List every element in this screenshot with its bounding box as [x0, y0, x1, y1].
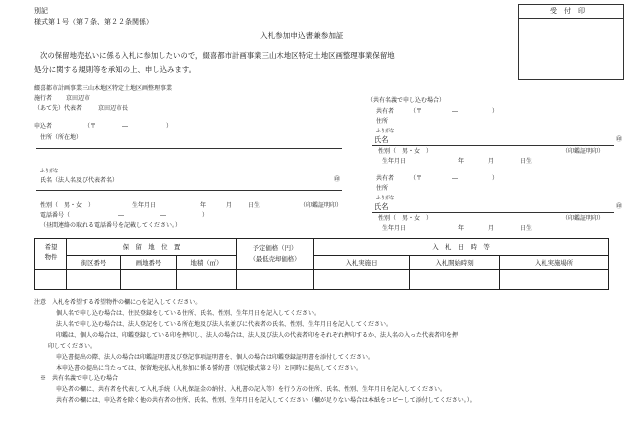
applicant-postal-dash: ― — [122, 123, 128, 130]
applicant-label: 申込者 — [34, 123, 53, 130]
col-hope-2: 物件 — [44, 253, 58, 261]
holder2-furigana: ふりがな — [376, 196, 395, 201]
holder2-seal-mark: ㊞ — [616, 203, 623, 210]
applicant-phone-label: 電話番号（ — [40, 212, 71, 219]
group-schedule: 入 札 日 時 等 — [432, 243, 490, 251]
holder1-postal-dash: ― — [452, 108, 458, 115]
applicant-phone-dash-1: ― — [118, 212, 124, 219]
applicant-furigana: ふりがな — [40, 169, 59, 174]
table-divider — [313, 255, 608, 256]
holder1-birth-year: 年 — [458, 158, 465, 165]
note-line: 法人名で申し込む場合は、法人登記をしている所在地及び法人名並びに代表者の氏名、性別、生年月日を記入してください。 — [56, 321, 393, 328]
applicant-birth-label: 生年月日 — [132, 202, 157, 209]
holder1-address: 住所 — [376, 118, 389, 125]
applicant-postal-close: ） — [166, 123, 173, 130]
col-price-1: 予定価格（円） — [252, 244, 298, 252]
note-line: 申込者の欄に、共有者を代表して入札手続（入札保証金の納付、入札書の記入等）を行う方の住所、氏名、性別、生年月日を記入してください。 — [56, 386, 447, 393]
applicant-phone-note: （昼間連絡の取れる電話番号を記載してください。） — [40, 222, 182, 229]
applicant-name-field[interactable] — [36, 190, 342, 191]
intro-line-2: 処分に関する規則等を承知の上、申し込みます。 — [34, 65, 197, 74]
note-line: 注意 入札を希望する希望物件の欄に○を記入してください。 — [34, 299, 202, 306]
holder1-seal-mark: ㊞ — [616, 136, 623, 143]
applicant-postal-label: （〒 — [84, 123, 97, 130]
holder2-birth-label: 生年月日 — [382, 225, 407, 232]
applicant-seal-note: （印鑑証明印） — [300, 202, 343, 209]
holder1-label: 共有者 — [376, 108, 395, 115]
applicant-birth-year: 年 — [200, 202, 207, 209]
property-table — [34, 238, 609, 290]
holder2-sex: 性別（ 男・女 ） — [378, 215, 433, 222]
receipt-stamp-box — [518, 4, 624, 80]
holder1-birth-day: 日生 — [520, 158, 533, 165]
holder1-name-label: 氏名 — [374, 135, 389, 144]
table-divider — [35, 269, 608, 270]
col-bid-day: 入札実施日 — [345, 259, 378, 267]
applicant-name-label: 氏名（法人名及び代表者名） — [40, 177, 119, 184]
recipient-addressee-label: （あて先）代表者 — [34, 105, 83, 112]
applicant-birth-month: 月 — [226, 202, 233, 209]
joint-heading: （共有名義で申し込む場合） — [367, 97, 446, 104]
col-bid-place: 入札実施場所 — [534, 259, 574, 267]
col-block: 街区番号 — [80, 259, 107, 267]
holder1-birth-label: 生年月日 — [382, 158, 407, 165]
holder1-name-field[interactable] — [372, 145, 614, 146]
note-line: ※ 共有名義で申し込む場合 — [40, 375, 119, 382]
applicant-phone-dash-2: ― — [160, 212, 166, 219]
group-location: 保 留 地 位 置 — [122, 243, 181, 251]
intro-line-1: 次の保留地売払いに係る入札に参加したいので，綴喜都市計画事業三山木地区特定土地区画整理事業保留地 — [40, 51, 395, 60]
holder2-seal-note: （印鑑証明印） — [562, 215, 605, 222]
applicant-phone-close: ） — [202, 212, 209, 219]
document-title: 入札参加申込書兼参加証 — [260, 31, 344, 40]
holder2-postal-close: ） — [492, 175, 499, 182]
holder1-seal-note: （印鑑証明印） — [562, 148, 605, 155]
recipient-project: 綴喜都市計画事業三山木地区特定土地区画整理事業 — [34, 85, 173, 92]
holder2-name-label: 氏名 — [374, 202, 389, 211]
holder1-sex: 性別（ 男・女 ） — [378, 148, 433, 155]
holder2-postal-label: （〒 — [410, 175, 423, 182]
recipient-executor: 京田辺市 — [66, 95, 91, 102]
holder2-label: 共有者 — [376, 175, 395, 182]
note-line: 印鑑は、個人の場合は、印鑑登録している印を押印し、法人の場合は、法人及び法人の代表者印をそれぞれ押印するか、法人名の入った代表者印を押 — [56, 332, 459, 339]
note-line: 申込書提出の際、法人の場合は印鑑証明書及び登記事項証明書を、個人の場合は印鑑登録証明書を添付してください。 — [56, 354, 375, 361]
holder1-postal-close: ） — [492, 108, 499, 115]
holder1-furigana: ふりがな — [376, 129, 395, 134]
applicant-sex: 性別（ 男・女 ） — [40, 202, 95, 209]
form-number: 様式第１号（第７条、第２２条関係） — [34, 18, 153, 26]
col-hope-1: 希望 — [44, 243, 58, 251]
applicant-address-label: 住所（所在地） — [40, 134, 83, 141]
note-line: 個人名で申し込む場合は、住民登録をしている住所、氏名、性別、生年月日を記入してください。 — [56, 310, 321, 317]
annex-label: 別記 — [34, 7, 48, 15]
holder2-birth-day: 日生 — [520, 225, 533, 232]
applicant-birth-day: 日生 — [248, 202, 261, 209]
recipient-addressee: 京田辺市長 — [98, 105, 129, 112]
col-bid-time: 入札開始時刻 — [435, 259, 474, 267]
recipient-executor-label: 施行者 — [34, 95, 53, 102]
table-divider — [66, 255, 236, 256]
holder2-name-field[interactable] — [372, 212, 614, 213]
holder2-birth-month: 月 — [488, 225, 495, 232]
col-lot: 画地番号 — [135, 259, 162, 267]
holder2-postal-dash: ― — [452, 175, 458, 182]
holder2-address: 住所 — [376, 185, 389, 192]
applicant-seal-mark: ㊞ — [334, 176, 341, 183]
note-line: 印してください。 — [48, 343, 97, 350]
receipt-stamp-label: 受 付 印 — [550, 7, 585, 15]
holder1-postal-label: （〒 — [410, 108, 423, 115]
col-price-2: （最低売却価格） — [249, 255, 301, 263]
note-line: 本申込書の提出に当たっては、保留地売払入札参加に係る誓約書（別記様式第２号）と同時に提出してください。 — [56, 365, 363, 372]
applicant-address-field[interactable] — [36, 148, 342, 149]
holder1-birth-month: 月 — [488, 158, 495, 165]
col-area: 地積（㎡） — [190, 259, 223, 267]
receipt-stamp-header — [519, 5, 623, 19]
holder2-birth-year: 年 — [458, 225, 465, 232]
note-line: 共有者の欄には、申込者を除く他の共有者の住所、氏名、性別、生年月日を記入してください（欄が足りない場合は本紙をコピーして添付してください。）。 — [56, 397, 476, 404]
